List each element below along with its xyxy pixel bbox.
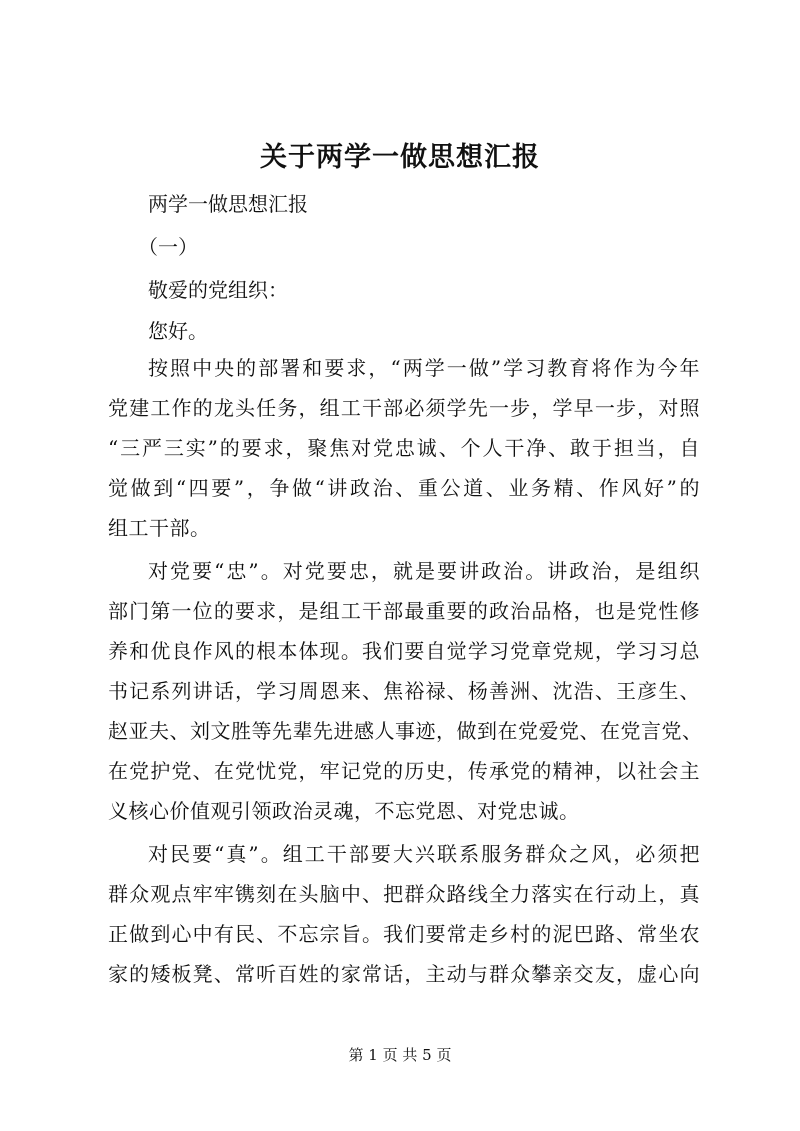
paragraph-2-line-1: 对党要“忠”。对党要忠，就是要讲政治。讲政治，是组织	[148, 559, 700, 583]
paragraph-1-line-1: 按照中央的部署和要求，“两学一做”学习教育将作为今年	[148, 356, 700, 380]
paragraph-3-line-4: 家的矮板凳、常听百姓的家常话，主动与群众攀亲交友，虚心向	[108, 962, 700, 986]
paragraph-3-line-2: 群众观点牢牢镌刻在头脑中、把群众路线全力落实在行动上，真	[108, 882, 700, 906]
salutation: 敬爱的党组织：	[148, 278, 288, 302]
paragraph-1-line-4: 觉做到“四要”，争做“讲政治、重公道、业务精、作风好”的	[108, 476, 700, 500]
paragraph-3-line-3: 正做到心中有民、不忘宗旨。我们要常走乡村的泥巴路、常坐农	[108, 922, 700, 946]
page-number-footer: 第 1 页 共 5 页	[348, 1046, 452, 1064]
subtitle: 两学一做思想汇报	[148, 192, 308, 216]
paragraph-2-line-7: 义核心价值观引领政治灵魂，不忘党恩、对党忠诚。	[108, 799, 580, 823]
greeting: 您好。	[148, 319, 208, 343]
paragraph-2-line-5: 赵亚夫、刘文胜等先辈先进感人事迹，做到在党爱党、在党言党、	[108, 719, 703, 743]
paragraph-1-line-2: 党建工作的龙头任务，组工干部必须学先一步，学早一步，对照	[108, 396, 700, 420]
paragraph-3-line-1: 对民要“真”。组工干部要大兴联系服务群众之风，必须把	[148, 842, 700, 866]
section-marker: （一）	[138, 235, 198, 259]
paragraph-2-line-3: 养和优良作风的根本体现。我们要自觉学习党章党规，学习习总	[108, 639, 700, 663]
document-title: 关于两学一做思想汇报	[260, 142, 540, 173]
paragraph-1-line-5: 组工干部。	[108, 516, 211, 540]
paragraph-1-line-3: “三严三实”的要求，聚焦对党忠诚、个人干净、敢于担当，自	[108, 436, 700, 460]
paragraph-2-line-2: 部门第一位的要求，是组工干部最重要的政治品格，也是党性修	[108, 599, 700, 623]
paragraph-2-line-4: 书记系列讲话，学习周恩来、焦裕禄、杨善洲、沈浩、王彦生、	[108, 679, 700, 703]
paragraph-2-line-6: 在党护党、在党忧党，牢记党的历史，传承党的精神，以社会主	[108, 759, 700, 783]
